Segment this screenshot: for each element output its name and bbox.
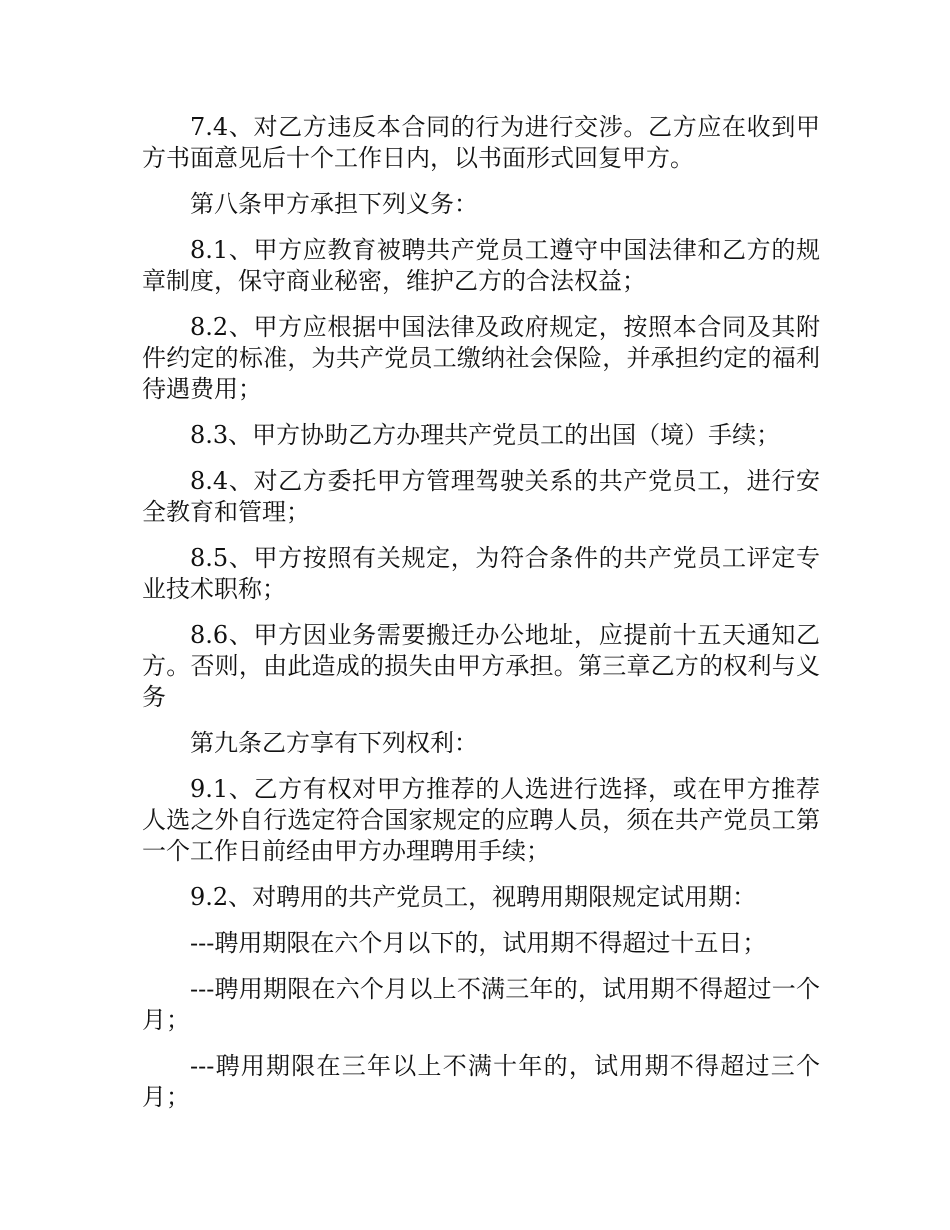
paragraph-8-1: 8.1、甲方应教育被聘共产党员工遵守中国法律和乙方的规章制度，保守商业秘密，维护乙方的合法权益； [142, 236, 820, 295]
paragraph-8-4: 8.4、对乙方委托甲方管理驾驶关系的共产党员工，进行安全教育和管理； [142, 467, 820, 526]
article-9-heading: 第九条乙方享有下列权利： [190, 729, 478, 757]
paragraph-8-3: 8.3、甲方协助乙方办理共产党员工的出国（境）手续； [190, 421, 781, 449]
article-8-heading: 第八条甲方承担下列义务： [190, 190, 478, 218]
probation-item-three-to-ten-years: ---聘用期限在三年以上不满十年的，试用期不得超过三个月； [142, 1052, 820, 1111]
paragraph-9-1: 9.1、乙方有权对甲方推荐的人选进行选择，或在甲方推荐人选之外自行选定符合国家规定的应聘人员，须在共产党员工第一个工作日前经由甲方办理聘用手续； [142, 775, 820, 865]
paragraph-8-2: 8.2、甲方应根据中国法律及政府规定，按照本合同及其附件约定的标准，为共产党员工缴纳社会保险，并承担约定的福利待遇费用； [142, 313, 820, 403]
probation-item-under-six-months: ---聘用期限在六个月以下的，试用期不得超过十五日； [190, 929, 767, 957]
paragraph-8-6: 8.6、甲方因业务需要搬迁办公地址，应提前十五天通知乙方。否则，由此造成的损失由甲方承担。第三章乙方的权利与义务 [142, 621, 820, 711]
paragraph-8-5: 8.5、甲方按照有关规定，为符合条件的共产党员工评定专业技术职称； [142, 544, 820, 603]
paragraph-7-4: 7.4、对乙方违反本合同的行为进行交涉。乙方应在收到甲方书面意见后十个工作日内，以书面形式回复甲方。 [142, 113, 820, 172]
paragraph-9-2: 9.2、对聘用的共产党员工，视聘用期限规定试用期： [190, 883, 757, 911]
probation-item-six-months-to-three-years: ---聘用期限在六个月以上不满三年的，试用期不得超过一个月； [142, 975, 820, 1034]
